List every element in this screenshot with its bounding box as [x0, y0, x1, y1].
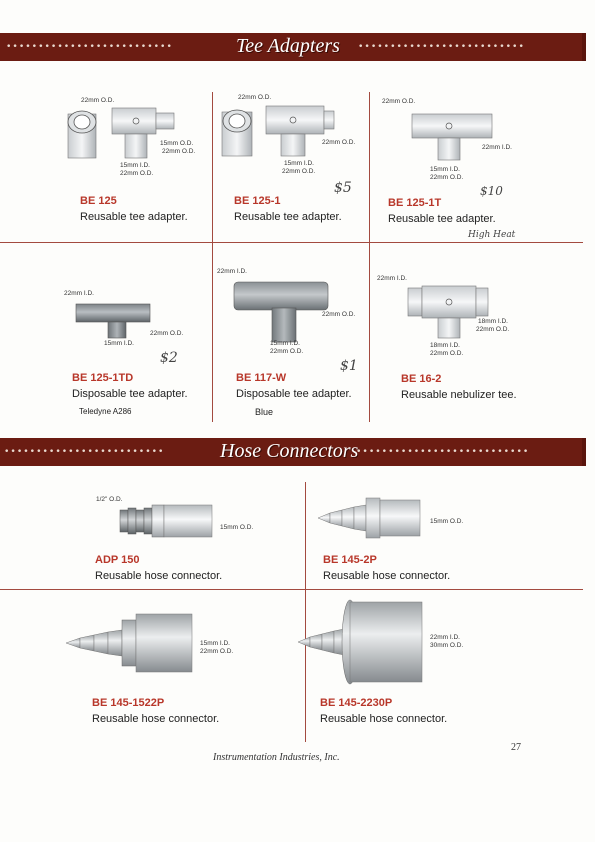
dimension-label: 15mm O.D. [160, 140, 194, 147]
handwritten-note: High Heat [468, 230, 516, 240]
dimension-label: 22mm I.D. [377, 275, 407, 282]
hose-connector-illustration [118, 502, 218, 542]
dimension-label: 18mm I.D. [478, 318, 508, 325]
product-description: Disposable tee adapter. [236, 388, 352, 400]
dimension-label: 15mm I.D. [200, 640, 230, 647]
product-code: BE 125-1T [388, 197, 442, 209]
handwritten-note: Teledyne A286 [79, 407, 132, 416]
dimension-label: 15mm I.D. [430, 166, 460, 173]
section-title-hose-connectors: Hose Connectors [220, 440, 359, 462]
dimension-label: 22mm O.D. [476, 326, 510, 333]
product-description: Reusable hose connector. [323, 570, 451, 582]
dimension-label: 30mm O.D. [430, 642, 464, 649]
product-code: BE 125-1 [234, 195, 281, 207]
tee-adapters-header [0, 33, 583, 61]
handwritten-note: Blue [255, 407, 274, 417]
dimension-label: 22mm O.D. [270, 348, 304, 355]
product-description: Reusable hose connector. [92, 713, 220, 725]
grid-divider [212, 92, 213, 422]
tee-adapter-illustration [218, 102, 358, 158]
dimension-label: 1/2" O.D. [96, 496, 123, 503]
dimension-label: 18mm I.D. [430, 342, 460, 349]
dimension-label: 15mm O.D. [220, 524, 254, 531]
product-description: Reusable nebulizer tee. [401, 389, 517, 401]
product-description: Reusable tee adapter. [388, 213, 496, 225]
company-footer: Instrumentation Industries, Inc. [213, 752, 340, 763]
product-code: BE 125 [80, 195, 117, 207]
section-title-tee-adapters: Tee Adapters [236, 35, 340, 57]
dimension-label: 22mm O.D. [322, 139, 356, 146]
dimension-label: 15mm O.D. [430, 518, 464, 525]
handwritten-price-note: $2 [160, 350, 178, 366]
header-dots-right: •••••••••••••••••••••••••• [358, 42, 525, 52]
dimension-label: 22mm O.D. [200, 648, 234, 655]
product-description: Reusable hose connector. [95, 570, 223, 582]
dimension-label: 15mm I.D. [104, 340, 134, 347]
tee-adapter-illustration [408, 108, 498, 160]
header-dots-left: ••••••••••••••••••••••••• [4, 447, 165, 457]
grid-divider [0, 242, 583, 243]
product-code: ADP 150 [95, 554, 140, 566]
dimension-label: 22mm O.D. [81, 97, 115, 104]
handwritten-price-note: $10 [480, 184, 503, 198]
dimension-label: 15mm I.D. [284, 160, 314, 167]
hose-connector-illustration [64, 612, 196, 674]
header-edge [582, 33, 586, 61]
dimension-label: 15mm I.D. [270, 340, 300, 347]
hose-connector-illustration [296, 598, 428, 684]
product-code: BE 145-2230P [320, 697, 393, 709]
handwritten-price-note: $5 [334, 180, 352, 196]
tee-adapter-illustration [76, 300, 156, 340]
product-code: BE 16-2 [401, 373, 442, 385]
header-edge [582, 438, 586, 466]
grid-divider [0, 589, 583, 590]
product-description: Reusable tee adapter. [80, 211, 188, 223]
page-number: 27 [511, 742, 521, 753]
dimension-label: 22mm O.D. [162, 148, 196, 155]
grid-divider [369, 92, 370, 422]
dimension-label: 22mm I.D. [430, 634, 460, 641]
product-description: Reusable hose connector. [320, 713, 448, 725]
header-dots-right: ••••••••••••••••••••••••••• [356, 447, 530, 457]
dimension-label: 22mm O.D. [322, 311, 356, 318]
product-code: BE 125-1TD [72, 372, 134, 384]
hose-connector-illustration [316, 496, 426, 542]
tee-adapter-illustration [234, 278, 330, 344]
dimension-label: 22mm I.D. [482, 144, 512, 151]
dimension-label: 22mm O.D. [282, 168, 316, 175]
dimension-label: 22mm I.D. [217, 268, 247, 275]
hose-connectors-header [0, 438, 583, 466]
product-code: BE 145-2P [323, 554, 377, 566]
dimension-label: 22mm O.D. [430, 174, 464, 181]
handwritten-price-note: $1 [340, 358, 358, 374]
product-description: Reusable tee adapter. [234, 211, 342, 223]
dimension-label: 22mm O.D. [120, 170, 154, 177]
dimension-label: 22mm O.D. [238, 94, 272, 101]
product-description: Disposable tee adapter. [72, 388, 188, 400]
dimension-label: 22mm O.D. [150, 330, 184, 337]
dimension-label: 15mm I.D. [120, 162, 150, 169]
dimension-label: 22mm I.D. [64, 290, 94, 297]
dimension-label: 22mm O.D. [382, 98, 416, 105]
header-dots-left: •••••••••••••••••••••••••• [6, 42, 173, 52]
product-code: BE 145-1522P [92, 697, 165, 709]
dimension-label: 22mm O.D. [430, 350, 464, 357]
product-code: BE 117-W [236, 372, 287, 384]
